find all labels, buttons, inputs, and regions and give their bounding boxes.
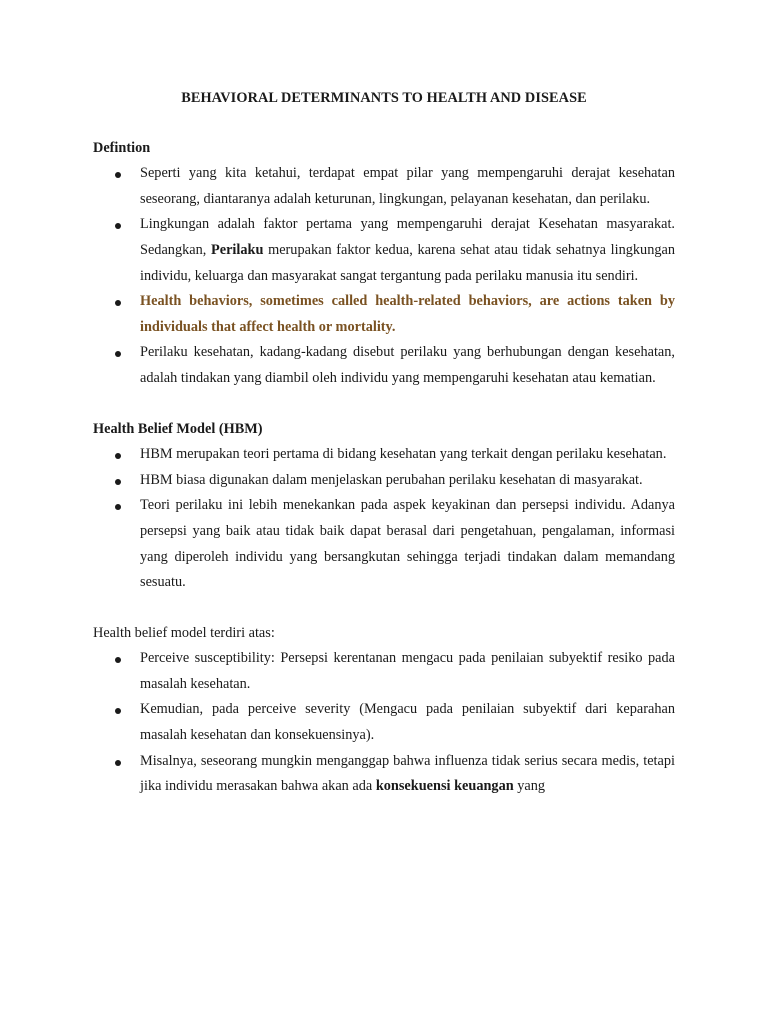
bullet-icon	[115, 504, 121, 510]
list-item	[93, 340, 675, 391]
list-item	[93, 161, 675, 212]
list-item-text-start: Misalnya, seseorang mungkin menganggap bahwa influenza tidak serius secara medis, tetapi jika individu merasakan bahwa akan ada	[140, 752, 675, 795]
list-item	[93, 697, 675, 748]
definition-heading: Defintion	[93, 139, 151, 156]
bullet-icon	[115, 223, 121, 229]
list-item	[93, 468, 675, 494]
bold-term: Perilaku	[210, 241, 264, 258]
bullet-icon	[115, 453, 121, 459]
list-item-text-start: Lingkungan adalah faktor pertama yang mempengaruhi derajat Kesehatan masyarakat. Sedangkan,	[140, 216, 675, 258]
bold-term: konsekuensi keuangan	[375, 778, 514, 795]
document-page	[93, 86, 675, 800]
bullet-icon	[115, 172, 121, 178]
bullet-icon	[115, 760, 121, 766]
list-item	[93, 493, 675, 595]
bullet-icon	[115, 351, 121, 357]
list-item	[93, 646, 675, 697]
definition-list	[93, 161, 675, 391]
list-item-text-end: yang	[513, 778, 546, 795]
hbm-list	[93, 442, 675, 596]
list-item-text: Kemudian, pada perceive severity (Mengacu pada penilaian subyektif dari keparahan masalah kesehatan dan konsekuensinya).	[140, 701, 675, 744]
list-item-text: HBM biasa digunakan dalam menjelaskan perubahan perilaku kesehatan di masyarakat.	[140, 471, 643, 488]
bullet-icon	[115, 479, 121, 485]
components-heading: Health belief model terdiri atas:	[93, 624, 275, 641]
highlighted-list-item	[93, 289, 675, 340]
hbm-heading: Health Belief Model (HBM)	[93, 420, 263, 437]
list-item-text: Seperti yang kita ketahui, terdapat empat pilar yang mempengaruhi derajat kesehatan seseorang, diantaranya adalah keturunan, lingkungan, pelayanan kesehatan, dan perilaku.	[140, 165, 675, 207]
list-item-text-end: merupakan faktor kedua, karena sehat atau tidak sehatnya lingkungan individu, keluarga dan masyarakat sangat tergantung pada perilaku manusia itu sendiri.	[140, 241, 675, 284]
list-item-text: Teori perilaku ini lebih menekankan pada aspek keyakinan dan persepsi individu. Adanya persepsi yang baik atau tidak baik dapat berasal dari pengetahuan, pengalaman, informasi yang diperoleh individu yang bersangkutan sehingga terjadi tindakan dalam memandang sesuatu.	[140, 497, 675, 591]
bullet-icon	[115, 708, 121, 714]
list-item-text: Health behaviors, sometimes called health-related behaviors, are actions taken by individuals that affect health or mortality.	[140, 293, 675, 335]
bullet-icon	[115, 657, 121, 663]
document-title: BEHAVIORAL DETERMINANTS TO HEALTH AND DISEASE	[181, 90, 587, 106]
components-list	[93, 646, 675, 800]
list-item-text: Perceive susceptibility: Persepsi kerentanan mengacu pada penilaian subyektif resiko pada masalah kesehatan.	[140, 650, 675, 692]
bullet-icon	[115, 300, 121, 306]
list-item	[93, 749, 675, 800]
list-item-text: HBM merupakan teori pertama di bidang kesehatan yang terkait dengan perilaku kesehatan.	[140, 446, 667, 463]
list-item	[93, 212, 675, 289]
list-item-text: Perilaku kesehatan, kadang-kadang disebut perilaku yang berhubungan dengan kesehatan, adalah tindakan yang diambil oleh individu yang mempengaruhi kesehatan atau kematian.	[140, 344, 675, 386]
list-item	[93, 442, 675, 468]
